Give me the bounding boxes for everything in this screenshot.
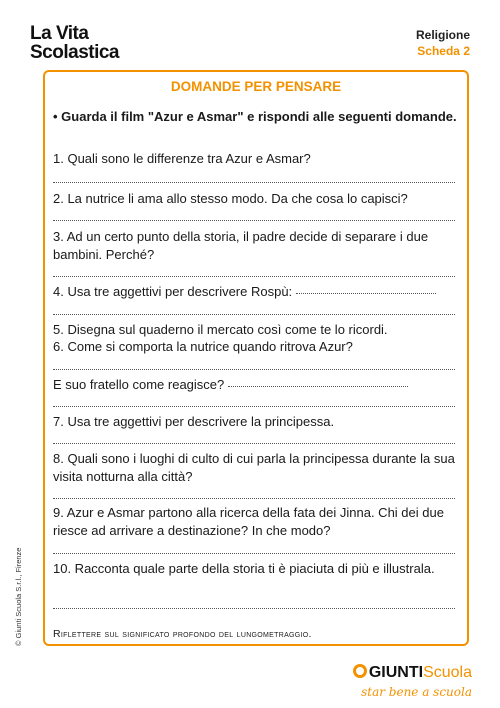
logo-scuola: Scuola [423,664,472,681]
answer-line[interactable] [53,608,455,609]
answer-line[interactable] [53,182,455,183]
answer-line[interactable] [53,443,455,444]
reflection-note: Riflettere sul significato profondo del lungometraggio. [53,628,312,640]
card-title: DOMANDE PER PENSARE [170,79,342,94]
giunti-logo [353,664,472,682]
question-7: 7. Usa tre aggettivi per descrivere la principessa. [53,414,335,429]
answer-line[interactable] [53,314,455,315]
brand-logo [30,24,119,62]
logo-giunti: GIUNTI [368,664,424,681]
question-6: 6. Come si comporta la nutrice quando ritrova Azur? [53,339,353,354]
question-9: 9. Azur e Asmar partono alla ricerca della fata dei Jinna. Chi dei due riesce ad arrivare a destinazione? In che modo? [53,505,444,538]
question-6b: E suo fratello come reagisce? [53,377,225,392]
answer-line[interactable] [53,553,455,554]
answer-line[interactable] [53,498,455,499]
question-6b-row [53,376,457,394]
giunti-mark-icon [353,664,367,678]
question-card [43,70,469,646]
question-5: 5. Disegna sul quaderno il mercato così come te lo ricordi. [53,322,388,337]
answer-line[interactable] [53,276,455,277]
sheet-label: Scheda 2 [417,44,470,58]
brand-line-1: La Vita [30,23,89,44]
brand-line-2: Scolastica [30,42,119,63]
question-1: 1. Quali sono le differenze tra Azur e Asmar? [53,151,311,166]
intro-instruction: • Guarda il film "Azur e Asmar" e rispondi alle seguenti domande. [53,109,457,124]
question-4: 4. Usa tre aggettivi per descrivere Rospù: [53,284,293,299]
subject-block [416,27,470,59]
answer-line[interactable] [53,406,455,407]
subject-label: Religione [415,28,470,42]
question-4-row [53,283,457,301]
question-10: 10. Racconta quale parte della storia ti è piaciuta di più e illustrala. [53,561,435,576]
answer-line[interactable] [53,369,455,370]
answer-inline[interactable] [296,293,436,294]
question-8: 8. Quali sono i luoghi di culto di cui parla la principessa durante la sua visita notturna alla città? [53,451,455,484]
question-2: 2. La nutrice li ama allo stesso modo. Da che cosa lo capisci? [53,191,408,206]
copyright-notice: © Giunti Scuola S.r.l., Firenze [14,547,23,646]
answer-inline[interactable] [228,386,408,387]
question-3: 3. Ad un certo punto della storia, il padre decide di separare i due bambini. Perché? [53,229,429,262]
answer-line[interactable] [53,220,455,221]
logo-slogan: star bene a scuola [361,685,472,699]
